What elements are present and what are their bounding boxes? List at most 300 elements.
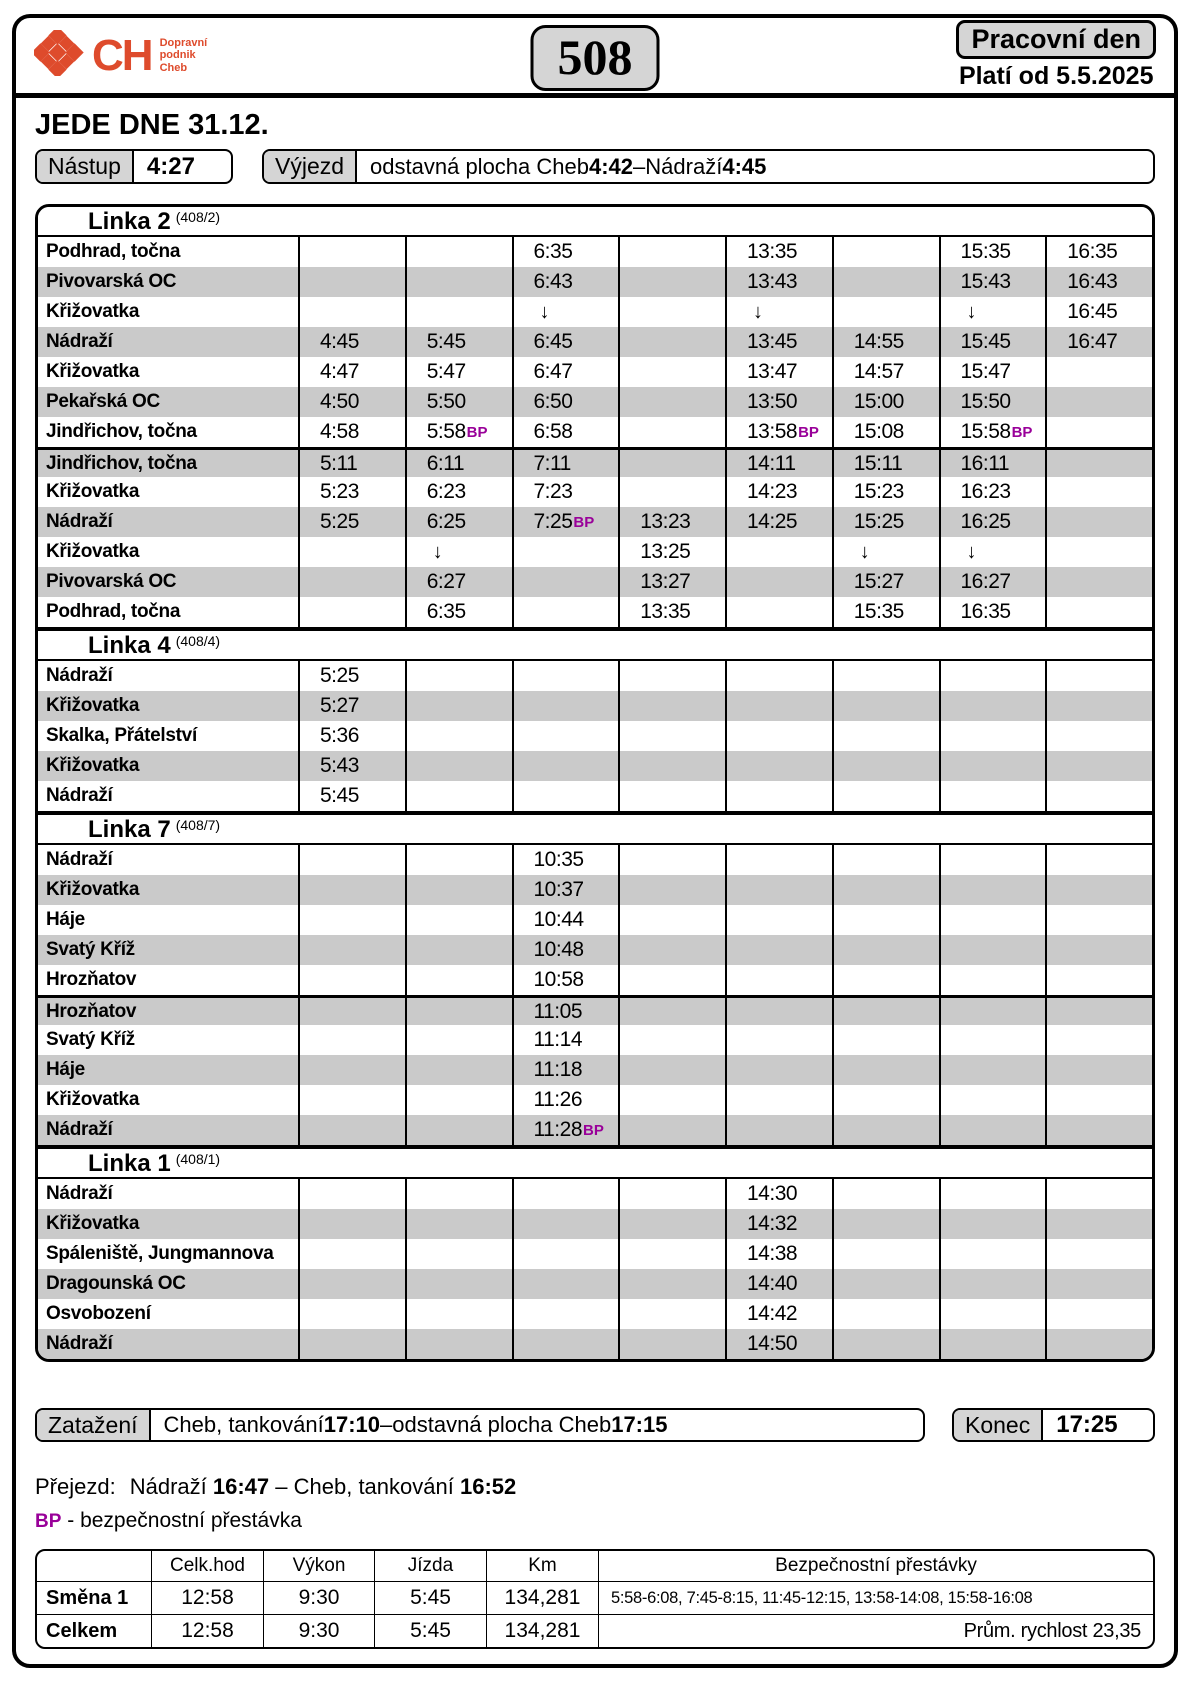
time-cell [1045, 1269, 1152, 1299]
bp-marker: BP [798, 423, 819, 441]
time-cell [939, 905, 1046, 935]
logo-line-1: Dopravní [159, 36, 208, 49]
segment-text: – [633, 153, 646, 179]
time-cell [1045, 1299, 1152, 1329]
time-cell [939, 691, 1046, 721]
timetable-row [38, 597, 1152, 627]
time-cell [405, 721, 512, 751]
time-cell [298, 357, 405, 387]
time-cell [512, 1085, 619, 1115]
time-cell [939, 1269, 1046, 1299]
time-cell [405, 297, 512, 327]
time-text: 6:23 [426, 480, 466, 503]
time-cell [725, 845, 832, 875]
timetable-row [38, 965, 1152, 995]
down-arrow: ↓ [859, 540, 870, 563]
stop-name: Hrozňatov [46, 969, 137, 990]
section-subtitle: (408/1) [175, 1151, 221, 1167]
time-text: 6:45 [533, 330, 573, 353]
time-cell [405, 327, 512, 357]
time-cell [618, 935, 725, 965]
time-cell [1045, 905, 1152, 935]
bp-abbr: BP [35, 1511, 62, 1532]
summary-header-row [37, 1551, 1153, 1581]
time-cell [725, 327, 832, 357]
time-cell [832, 845, 939, 875]
section-title: Linka 4 [88, 632, 171, 659]
time-cell [939, 507, 1046, 537]
konec-value: 17:25 [1056, 1411, 1118, 1438]
timetable-row [38, 1209, 1152, 1239]
time-cell [512, 1239, 619, 1269]
logo-line-2: podnik [159, 49, 196, 62]
logo-company-name [160, 37, 208, 75]
time-cell [298, 1299, 405, 1329]
time-cell [832, 297, 939, 327]
stop-name: Pekařská OC [46, 391, 160, 412]
time-text: 6:11 [426, 451, 465, 475]
time-text: 16:11 [960, 451, 1009, 475]
timetable-row [38, 1269, 1152, 1299]
stop-name: Nádraží [46, 665, 113, 686]
time-cell [939, 450, 1046, 477]
timetable-row [38, 507, 1152, 537]
segment-text: – [269, 1474, 294, 1499]
time-cell [405, 691, 512, 721]
time-cell [618, 357, 725, 387]
time-cell [832, 567, 939, 597]
stop-name: Svatý Kříž [46, 1029, 135, 1050]
time-cell [618, 1055, 725, 1085]
time-cell [298, 905, 405, 935]
time-cell [405, 597, 512, 627]
time-cell [512, 537, 619, 567]
time-cell [618, 875, 725, 905]
time-text: 6:47 [533, 360, 573, 383]
time-cell [298, 1269, 405, 1299]
time-cell [725, 1179, 832, 1209]
time-cell [298, 537, 405, 567]
time-cell [939, 1085, 1046, 1115]
time-cell [832, 1115, 939, 1145]
time-cell [832, 450, 939, 477]
stop-name: Nádraží [46, 331, 113, 352]
time-cell [1045, 297, 1152, 327]
time-cell [405, 661, 512, 691]
time-cell [298, 1115, 405, 1145]
time-cell [1045, 965, 1152, 995]
time-cell [512, 781, 619, 811]
time-cell [512, 1179, 619, 1209]
time-cell [405, 507, 512, 537]
time-cell [298, 450, 405, 477]
time-cell [939, 267, 1046, 297]
timetable-row [38, 1085, 1152, 1115]
time-text: 5:27 [320, 694, 359, 717]
time-cell [405, 237, 512, 267]
stop-name: Křižovatka [46, 481, 140, 502]
time-cell [725, 267, 832, 297]
time-cell [512, 417, 619, 447]
timetable-row [38, 905, 1152, 935]
down-arrow: ↓ [432, 540, 443, 563]
time-cell [832, 507, 939, 537]
time-cell [832, 1085, 939, 1115]
time-cell [939, 1055, 1046, 1085]
time-text: 15:58 [960, 420, 1011, 443]
segment-text: odstavná plocha Cheb [392, 1412, 612, 1437]
time-text: 13:27 [640, 570, 691, 593]
breaks-cell: Prům. rychlost 23,35 [598, 1615, 1153, 1647]
summary-header-cell: Km [486, 1551, 598, 1581]
time-cell [725, 237, 832, 267]
section-subtitle: (408/4) [175, 633, 221, 649]
time-cell [939, 1329, 1046, 1359]
time-cell [939, 1299, 1046, 1329]
time-cell [939, 781, 1046, 811]
time-cell [832, 267, 939, 297]
time-text: 5:50 [426, 390, 466, 413]
summary-cell: 12:58 [151, 1582, 263, 1614]
timetable-section [38, 627, 1152, 811]
time-text: 14:38 [747, 1242, 798, 1265]
time-cell [405, 935, 512, 965]
summary-cell: 9:30 [263, 1615, 374, 1647]
time-cell [618, 721, 725, 751]
time-cell [832, 998, 939, 1025]
timetable-row [38, 1299, 1152, 1329]
time-cell [832, 1025, 939, 1055]
time-text: 13:50 [747, 390, 798, 413]
time-cell [832, 357, 939, 387]
time-cell [405, 357, 512, 387]
time-cell [512, 297, 619, 327]
timetable-row [38, 1329, 1152, 1359]
time-cell [1045, 661, 1152, 691]
time-cell [1045, 1025, 1152, 1055]
time-cell [512, 567, 619, 597]
stop-name: Křižovatka [46, 301, 140, 322]
time-text: 14:30 [747, 1182, 798, 1205]
time-cell [725, 661, 832, 691]
time-cell [298, 751, 405, 781]
stop-name: Křižovatka [46, 1089, 140, 1110]
timetable-row [38, 267, 1152, 297]
summary-cell: 134,281 [486, 1582, 598, 1614]
time-cell [939, 1179, 1046, 1209]
time-cell [618, 417, 725, 447]
segment-text: Nádraží [645, 153, 723, 179]
time-cell [512, 751, 619, 781]
time-cell [725, 998, 832, 1025]
time-cell [725, 905, 832, 935]
stop-name: Osvobození [46, 1303, 151, 1324]
time-cell [725, 1239, 832, 1269]
time-cell [405, 1055, 512, 1085]
time-text: 15:11 [853, 451, 903, 475]
time-cell [1045, 567, 1152, 597]
time-cell [298, 267, 405, 297]
time-cell [512, 965, 619, 995]
time-cell [618, 1179, 725, 1209]
time-cell [1045, 387, 1152, 417]
time-text: 6:35 [533, 240, 573, 263]
summary-header-cell: Celk.hod [151, 1551, 263, 1581]
time-text: 5:23 [320, 480, 359, 503]
time-cell [725, 1329, 832, 1359]
time-text: 14:25 [747, 510, 798, 533]
time-cell [298, 1055, 405, 1085]
time-cell [832, 935, 939, 965]
time-text: 14:40 [747, 1272, 798, 1295]
summary-cell: 5:45 [374, 1615, 486, 1647]
stop-name: Pivovarská OC [46, 271, 177, 292]
time-cell [512, 721, 619, 751]
bp-marker: BP [1011, 423, 1033, 441]
time-cell [1045, 267, 1152, 297]
timetable-row [38, 567, 1152, 597]
time-cell [405, 1085, 512, 1115]
time-cell [832, 1329, 939, 1359]
time-cell [832, 477, 939, 507]
bp-marker: BP [573, 513, 595, 531]
time-text: 15:45 [960, 330, 1011, 353]
time-cell [725, 965, 832, 995]
time-text: 14:11 [747, 451, 796, 475]
timetable-row [38, 781, 1152, 811]
timetable-row [38, 447, 1152, 477]
time-cell [832, 597, 939, 627]
time-text: 14:23 [747, 480, 798, 503]
summary-label: Celkem [46, 1619, 118, 1642]
time-text: 15:23 [853, 480, 904, 503]
time-cell [1045, 237, 1152, 267]
time-cell [725, 751, 832, 781]
time-text: 6:35 [426, 600, 466, 623]
time-cell [405, 477, 512, 507]
time-text: 6:43 [533, 270, 573, 293]
timetable-row [38, 297, 1152, 327]
time-cell [618, 661, 725, 691]
time-cell [832, 875, 939, 905]
time-text: 6:50 [533, 390, 573, 413]
time-cell [832, 1239, 939, 1269]
time-cell [725, 357, 832, 387]
time-text: 16:35 [960, 600, 1011, 623]
time-cell [512, 507, 619, 537]
page-frame [12, 14, 1178, 1668]
time-text: 5:25 [320, 510, 359, 533]
time-cell [618, 751, 725, 781]
time-text: 6:58 [533, 420, 573, 443]
time-cell [939, 237, 1046, 267]
time-cell [725, 1209, 832, 1239]
time-text: 13:35 [640, 600, 691, 623]
time-cell [512, 1299, 619, 1329]
time-text: 15:00 [853, 390, 904, 413]
time-cell [1045, 450, 1152, 477]
time-cell [512, 327, 619, 357]
time-cell [1045, 1085, 1152, 1115]
time-cell [725, 1299, 832, 1329]
time-cell [618, 267, 725, 297]
header-right [956, 20, 1156, 91]
time-text: 11:14 [533, 1028, 582, 1051]
time-text: 15:08 [853, 420, 904, 443]
time-cell [939, 1025, 1046, 1055]
timetable-row [38, 995, 1152, 1025]
summary-header-cell [37, 1551, 151, 1581]
time-text: 14:55 [853, 330, 904, 353]
time-cell [298, 477, 405, 507]
stop-name: Dragounská OC [46, 1273, 186, 1294]
summary-row [37, 1581, 1153, 1614]
time-text: 5:58 [426, 420, 466, 443]
time-text: 4:58 [320, 420, 359, 443]
time-cell [298, 1085, 405, 1115]
time-cell [618, 1299, 725, 1329]
time-text: 16:47 [1067, 330, 1118, 353]
time-text: 5:45 [320, 784, 359, 807]
timetable [35, 204, 1155, 1362]
time-text: 16:52 [459, 1474, 517, 1499]
time-text: 16:27 [960, 570, 1011, 593]
time-cell [832, 1209, 939, 1239]
time-cell [298, 597, 405, 627]
time-text: 17:10 [323, 1412, 381, 1437]
logo-asterisk-icon [34, 30, 84, 81]
time-cell [832, 751, 939, 781]
time-cell [939, 327, 1046, 357]
time-text: 11:28 [533, 1118, 582, 1141]
time-cell [1045, 1329, 1152, 1359]
stop-name: Podhrad, točna [46, 601, 181, 622]
time-cell [725, 1055, 832, 1085]
time-text: 17:15 [611, 1412, 668, 1437]
logo-company-initials: CH [92, 30, 152, 80]
time-text: 16:47 [212, 1474, 270, 1499]
time-cell [298, 417, 405, 447]
section-header [38, 631, 1152, 661]
time-cell [298, 387, 405, 417]
timetable-section [38, 207, 1152, 627]
time-text: 5:47 [426, 360, 466, 383]
time-text: 11:05 [533, 999, 582, 1023]
logo-line-3: Cheb [159, 61, 188, 74]
stop-name: Nádraží [46, 1119, 113, 1140]
breaks-cell: 5:58-6:08, 7:45-8:15, 11:45-12:15, 13:58-14:08, 15:58-16:08 [598, 1582, 1153, 1614]
stop-name: Jindřichov, točna [46, 452, 197, 474]
time-cell [618, 691, 725, 721]
time-cell [1045, 751, 1152, 781]
down-arrow: ↓ [539, 300, 549, 323]
vyjezd-box [262, 149, 1155, 184]
time-cell [832, 237, 939, 267]
time-cell [1045, 1179, 1152, 1209]
summary-table [35, 1549, 1155, 1649]
valid-from: Platí od 5.5.2025 [958, 62, 1154, 90]
down-arrow: ↓ [966, 540, 976, 563]
time-cell [512, 905, 619, 935]
stop-name: Pivovarská OC [46, 571, 177, 592]
time-cell [832, 1269, 939, 1299]
timetable-row [38, 1179, 1152, 1209]
time-text: 14:50 [747, 1332, 798, 1355]
time-cell [1045, 691, 1152, 721]
time-cell [512, 998, 619, 1025]
timetable-row [38, 845, 1152, 875]
time-text: 5:11 [320, 451, 358, 475]
time-text: 16:23 [960, 480, 1011, 503]
zatazeni-label: Zatažení [37, 1410, 151, 1440]
vyjezd-label: Výjezd [264, 151, 357, 182]
time-cell [618, 1115, 725, 1145]
time-cell [725, 567, 832, 597]
time-cell [618, 781, 725, 811]
time-cell [618, 567, 725, 597]
time-text: 13:35 [747, 240, 798, 263]
time-cell [725, 477, 832, 507]
time-cell [512, 450, 619, 477]
section-subtitle: (408/2) [175, 209, 221, 225]
time-cell [725, 1025, 832, 1055]
time-cell [832, 965, 939, 995]
time-cell [405, 1329, 512, 1359]
time-cell [832, 721, 939, 751]
segment-text: Cheb, tankování [293, 1474, 460, 1499]
time-cell [298, 691, 405, 721]
timetable-section [38, 811, 1152, 1145]
time-cell [298, 1025, 405, 1055]
time-cell [618, 507, 725, 537]
summary-header-cell: Výkon [263, 1551, 374, 1581]
time-cell [298, 507, 405, 537]
time-cell [725, 721, 832, 751]
time-cell [1045, 1055, 1152, 1085]
stop-name: Křižovatka [46, 1213, 140, 1234]
time-cell [298, 781, 405, 811]
time-cell [512, 1055, 619, 1085]
time-cell [1045, 781, 1152, 811]
stop-name: Křižovatka [46, 879, 140, 900]
time-text: 13:58 [747, 420, 798, 443]
timetable-row [38, 477, 1152, 507]
time-cell [512, 477, 619, 507]
summary-header-cell: Jízda [374, 1551, 486, 1581]
time-cell [405, 1299, 512, 1329]
time-cell [832, 661, 939, 691]
stop-name: Nádraží [46, 1183, 113, 1204]
nastup-box [35, 149, 233, 184]
time-cell [725, 537, 832, 567]
time-cell [512, 1025, 619, 1055]
time-text: 15:25 [853, 510, 904, 533]
stop-name: Křižovatka [46, 541, 140, 562]
time-cell [618, 597, 725, 627]
time-text: 6:27 [426, 570, 466, 593]
time-cell [405, 387, 512, 417]
time-text: 10:35 [533, 848, 584, 871]
time-cell [939, 597, 1046, 627]
time-cell [1045, 875, 1152, 905]
time-cell [618, 477, 725, 507]
time-cell [725, 875, 832, 905]
time-cell [618, 237, 725, 267]
time-cell [618, 1329, 725, 1359]
zatazeni-value [151, 1410, 681, 1440]
time-cell [618, 1085, 725, 1115]
time-cell [832, 781, 939, 811]
